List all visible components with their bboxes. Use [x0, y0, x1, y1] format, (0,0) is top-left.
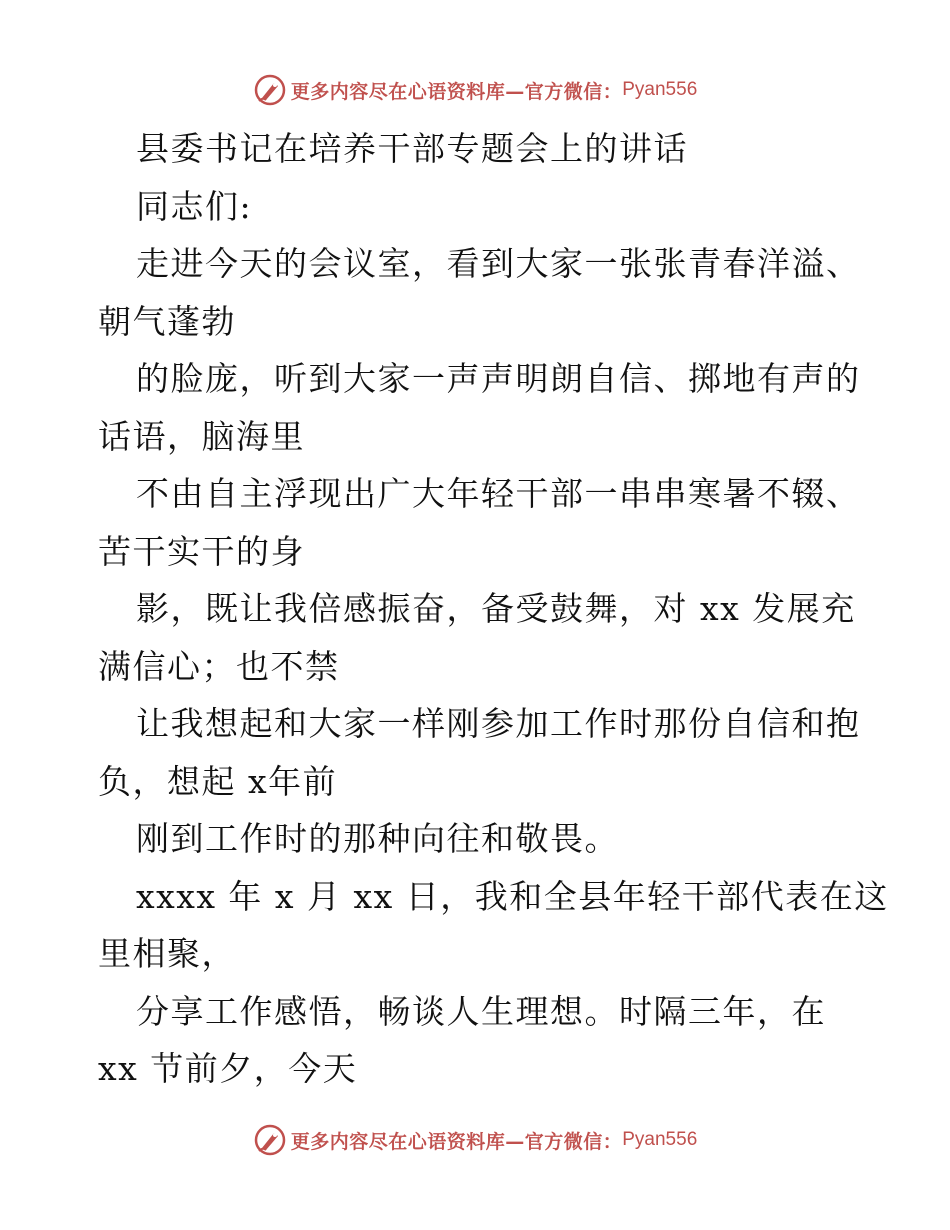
text-line: 不由自主浮现出广大年轻干部一串串寒暑不辍、: [136, 474, 861, 513]
footer-banner: [0, 1120, 950, 1160]
text-line: xx 节前夕，今天: [98, 1049, 358, 1088]
banner-wechat-id: Pyan556: [622, 79, 698, 100]
text-line: 话语，脑海里: [98, 416, 305, 456]
text-line: 分享工作感悟，畅谈人生理想。时隔三年，在: [136, 991, 826, 1031]
text-line: 影，既让我倍感振奋，备受鼓舞，对 xx 发展充: [136, 589, 856, 628]
text-line: 让我想起和大家一样刚参加工作时那份自信和抱: [136, 704, 861, 743]
text-line: 满信心；也不禁: [98, 646, 340, 686]
text-line: 里相聚，: [98, 934, 236, 973]
text-line: 刚到工作时的那种向往和敬畏。: [136, 819, 619, 858]
text-line: 苦干实干的身: [98, 531, 305, 571]
text-line: 负，想起 x年前: [98, 761, 338, 801]
document-title: 县委书记在培养干部专题会上的讲话: [136, 129, 688, 168]
text-line: 走进今天的会议室，看到大家一张张青春洋溢、: [136, 244, 861, 283]
text-line: 同志们:: [136, 186, 253, 226]
banner-text: 更多内容尽在心语资料库—官方微信：: [290, 1130, 623, 1153]
text-line: 朝气蓬勃: [98, 301, 236, 341]
document-body: [98, 120, 889, 1098]
text-line: xxxx 年 x 月 xx 日，我和全县年轻干部代表在这: [136, 876, 889, 916]
pen-nib-logo-icon: [253, 73, 287, 107]
text-line: 的脸庞，听到大家一声声明朗自信、掷地有声的: [136, 359, 861, 398]
banner-text: 更多内容尽在心语资料库—官方微信：: [290, 80, 623, 103]
pen-nib-logo-icon: [253, 1123, 287, 1157]
banner-wechat-id: Pyan556: [622, 1129, 698, 1150]
header-banner: [0, 70, 950, 110]
